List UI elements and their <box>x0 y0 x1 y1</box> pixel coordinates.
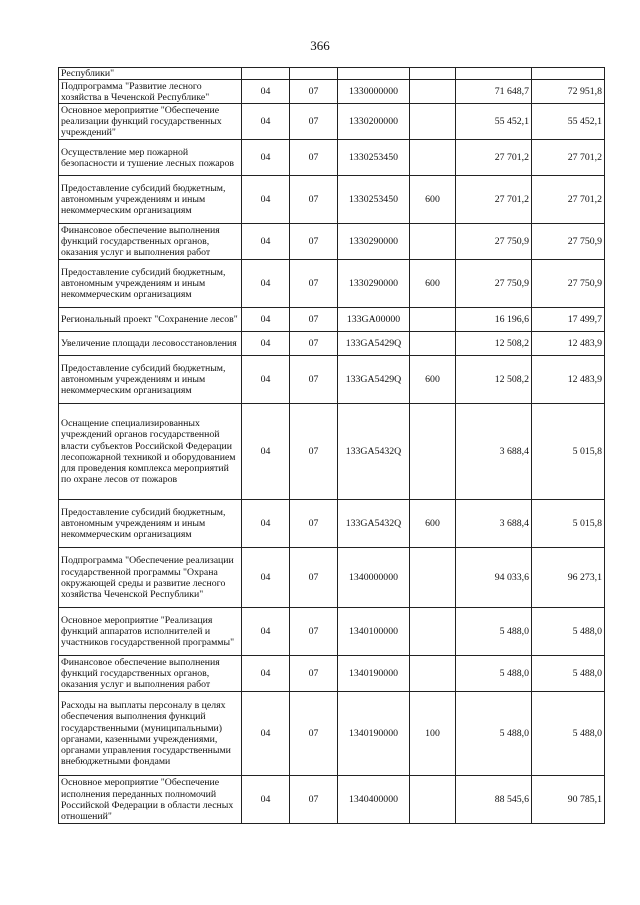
row-name: Основное мероприятие "Обеспечение реализации функций государственных учреждений" <box>59 104 242 140</box>
row-name: Основное мероприятие "Обеспечение исполнения переданных полномочий Российской Федерации в области лесных отношений" <box>59 776 242 824</box>
row-amount-2: 12 483,9 <box>532 356 605 404</box>
row-amount-2: 17 499,7 <box>532 308 605 332</box>
row-expense-type <box>410 776 456 824</box>
row-expense-type <box>410 548 456 608</box>
row-subsection: 07 <box>290 608 338 656</box>
row-subsection: 07 <box>290 404 338 500</box>
row-expense-type <box>410 404 456 500</box>
row-name: Оснащение специализированных учреждений органов государственной власти субъектов Российской Федерации лесопожарной техникой и оборудованием для проведения комплекса мероприятий по охране лесов от пожаров <box>59 404 242 500</box>
row-amount-1: 94 033,6 <box>456 548 532 608</box>
row-target-code: 133GA5432Q <box>338 500 410 548</box>
row-amount-2: 27 750,9 <box>532 224 605 260</box>
row-expense-type <box>410 332 456 356</box>
row-subsection: 07 <box>290 776 338 824</box>
row-target-code: 1330290000 <box>338 224 410 260</box>
row-section: 04 <box>242 308 290 332</box>
row-target-code: 133GA5432Q <box>338 404 410 500</box>
row-section: 04 <box>242 404 290 500</box>
row-target-code: 1340190000 <box>338 656 410 692</box>
row-target-code: 133GA5429Q <box>338 356 410 404</box>
row-subsection <box>290 68 338 80</box>
row-name: Республики" <box>59 68 242 80</box>
table-row <box>59 332 605 356</box>
table-row <box>59 692 605 776</box>
table-row <box>59 308 605 332</box>
row-expense-type <box>410 308 456 332</box>
table-row <box>59 656 605 692</box>
row-name: Финансовое обеспечение выполнения функций государственных органов, оказания услуг и выполнения работ <box>59 656 242 692</box>
row-amount-1: 55 452,1 <box>456 104 532 140</box>
row-amount-1: 88 545,6 <box>456 776 532 824</box>
row-amount-1 <box>456 68 532 80</box>
table-row <box>59 500 605 548</box>
row-name: Предоставление субсидий бюджетным, автономным учреждениям и иным некоммерческим организациям <box>59 260 242 308</box>
row-section: 04 <box>242 332 290 356</box>
table-row <box>59 68 605 80</box>
page-number: 366 <box>310 38 330 53</box>
row-subsection: 07 <box>290 140 338 176</box>
row-amount-1: 16 196,6 <box>456 308 532 332</box>
row-amount-1: 12 508,2 <box>456 356 532 404</box>
row-expense-type: 100 <box>410 692 456 776</box>
row-target-code: 1330253450 <box>338 176 410 224</box>
row-subsection: 07 <box>290 548 338 608</box>
row-expense-type: 600 <box>410 176 456 224</box>
row-name: Подпрограмма "Обеспечение реализации государственной программы "Охрана окружающей среды и развитие лесного хозяйства Чеченской Республики" <box>59 548 242 608</box>
row-section: 04 <box>242 140 290 176</box>
table-row <box>59 404 605 500</box>
row-section <box>242 68 290 80</box>
row-subsection: 07 <box>290 308 338 332</box>
row-amount-2: 5 488,0 <box>532 608 605 656</box>
row-target-code: 133GA5429Q <box>338 332 410 356</box>
row-subsection: 07 <box>290 80 338 104</box>
row-subsection: 07 <box>290 176 338 224</box>
row-subsection: 07 <box>290 260 338 308</box>
row-expense-type <box>410 104 456 140</box>
row-amount-1: 5 488,0 <box>456 692 532 776</box>
row-name: Расходы на выплаты персоналу в целях обеспечения выполнения функций государственными (муниципальными) органами, казенными учреждениями, органами управления государственными внебюджетными фондами <box>59 692 242 776</box>
row-amount-1: 71 648,7 <box>456 80 532 104</box>
row-amount-1: 27 701,2 <box>456 176 532 224</box>
row-expense-type <box>410 80 456 104</box>
row-amount-2 <box>532 68 605 80</box>
row-amount-2: 5 015,8 <box>532 500 605 548</box>
row-section: 04 <box>242 692 290 776</box>
row-target-code: 1340400000 <box>338 776 410 824</box>
row-name: Предоставление субсидий бюджетным, автономным учреждениям и иным некоммерческим организациям <box>59 500 242 548</box>
row-target-code: 1340100000 <box>338 608 410 656</box>
table-row <box>59 224 605 260</box>
row-amount-2: 5 488,0 <box>532 656 605 692</box>
table-row <box>59 140 605 176</box>
row-section: 04 <box>242 260 290 308</box>
table-row <box>59 80 605 104</box>
row-subsection: 07 <box>290 656 338 692</box>
row-amount-1: 27 701,2 <box>456 140 532 176</box>
row-amount-1: 5 488,0 <box>456 608 532 656</box>
row-target-code: 1330000000 <box>338 80 410 104</box>
row-amount-2: 12 483,9 <box>532 332 605 356</box>
table-row <box>59 356 605 404</box>
budget-table <box>58 67 605 824</box>
row-amount-2: 96 273,1 <box>532 548 605 608</box>
row-expense-type <box>410 656 456 692</box>
row-section: 04 <box>242 176 290 224</box>
row-name: Увеличение площади лесовосстановления <box>59 332 242 356</box>
row-section: 04 <box>242 500 290 548</box>
row-name: Предоставление субсидий бюджетным, автономным учреждениям и иным некоммерческим организациям <box>59 356 242 404</box>
row-expense-type <box>410 140 456 176</box>
row-amount-1: 3 688,4 <box>456 404 532 500</box>
row-section: 04 <box>242 548 290 608</box>
table-row <box>59 104 605 140</box>
row-target-code: 1330200000 <box>338 104 410 140</box>
row-target-code: 1340000000 <box>338 548 410 608</box>
row-expense-type: 600 <box>410 500 456 548</box>
table-row <box>59 176 605 224</box>
row-amount-1: 27 750,9 <box>456 260 532 308</box>
row-expense-type <box>410 608 456 656</box>
row-target-code: 1330253450 <box>338 140 410 176</box>
row-section: 04 <box>242 224 290 260</box>
row-subsection: 07 <box>290 104 338 140</box>
row-name: Подпрограмма "Развитие лесного хозяйства в Чеченской Республике" <box>59 80 242 104</box>
row-section: 04 <box>242 656 290 692</box>
row-amount-1: 12 508,2 <box>456 332 532 356</box>
row-amount-1: 3 688,4 <box>456 500 532 548</box>
row-subsection: 07 <box>290 692 338 776</box>
row-target-code: 1330290000 <box>338 260 410 308</box>
row-section: 04 <box>242 356 290 404</box>
table-row <box>59 548 605 608</box>
row-target-code: 1340190000 <box>338 692 410 776</box>
row-amount-2: 27 750,9 <box>532 260 605 308</box>
row-target-code: 133GA00000 <box>338 308 410 332</box>
row-name: Предоставление субсидий бюджетным, автономным учреждениям и иным некоммерческим организациям <box>59 176 242 224</box>
row-amount-1: 5 488,0 <box>456 656 532 692</box>
row-amount-2: 72 951,8 <box>532 80 605 104</box>
table-row <box>59 260 605 308</box>
row-amount-2: 5 488,0 <box>532 692 605 776</box>
table-row <box>59 608 605 656</box>
row-subsection: 07 <box>290 356 338 404</box>
row-subsection: 07 <box>290 332 338 356</box>
row-section: 04 <box>242 80 290 104</box>
row-expense-type: 600 <box>410 260 456 308</box>
row-subsection: 07 <box>290 500 338 548</box>
row-amount-2: 5 015,8 <box>532 404 605 500</box>
row-target-code <box>338 68 410 80</box>
row-name: Региональный проект "Сохранение лесов" <box>59 308 242 332</box>
row-section: 04 <box>242 104 290 140</box>
row-amount-1: 27 750,9 <box>456 224 532 260</box>
row-name: Основное мероприятие "Реализация функций аппаратов исполнителей и участников государственной программы" <box>59 608 242 656</box>
table-row <box>59 776 605 824</box>
row-section: 04 <box>242 608 290 656</box>
row-name: Осуществление мер пожарной безопасности и тушение лесных пожаров <box>59 140 242 176</box>
row-expense-type: 600 <box>410 356 456 404</box>
row-amount-2: 55 452,1 <box>532 104 605 140</box>
row-name: Финансовое обеспечение выполнения функций государственных органов, оказания услуг и выполнения работ <box>59 224 242 260</box>
row-amount-2: 27 701,2 <box>532 140 605 176</box>
row-expense-type <box>410 224 456 260</box>
row-amount-2: 90 785,1 <box>532 776 605 824</box>
row-expense-type <box>410 68 456 80</box>
row-section: 04 <box>242 776 290 824</box>
row-amount-2: 27 701,2 <box>532 176 605 224</box>
row-subsection: 07 <box>290 224 338 260</box>
